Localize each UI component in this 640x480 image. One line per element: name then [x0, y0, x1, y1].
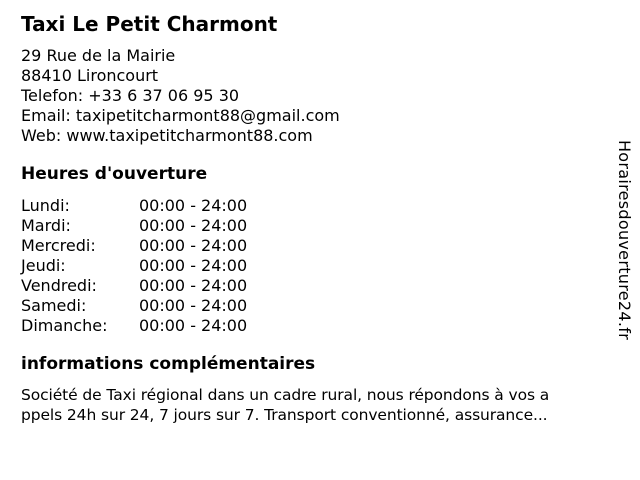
email-line: [21, 106, 619, 126]
address-street: 29 Rue de la Mairie: [21, 46, 176, 65]
contact-block: [21, 46, 619, 146]
page-title: Taxi Le Petit Charmont: [21, 12, 278, 36]
hours-row-thursday: [21, 256, 619, 276]
day-label: Samedi:: [21, 296, 87, 315]
day-hours: 00:00 - 24:00: [139, 196, 248, 215]
hours-row-sunday: [21, 316, 619, 336]
day-label: Mercredi:: [21, 236, 96, 255]
phone-line: [21, 86, 619, 106]
web-line: [21, 126, 619, 146]
day-hours: 00:00 - 24:00: [139, 316, 248, 335]
day-hours: 00:00 - 24:00: [139, 256, 248, 275]
day-label: Mardi:: [21, 216, 71, 235]
email-address[interactable]: taxipetitcharmont88@gmail.com: [75, 106, 340, 125]
day-label: Jeudi:: [21, 256, 66, 275]
site-watermark: Horairesdouverture24.fr: [615, 139, 634, 341]
hours-row-monday: [21, 196, 619, 216]
hours-row-wednesday: [21, 236, 619, 256]
phone-label: Telefon:: [21, 86, 84, 105]
email-label: Email:: [21, 106, 71, 125]
additional-info-line: ppels 24h sur 24, 7 jours sur 7. Transport conventionné, assurance...: [21, 406, 548, 424]
day-label: Vendredi:: [21, 276, 97, 295]
day-label: Lundi:: [21, 196, 70, 215]
phone-number: +33 6 37 06 95 30: [88, 86, 240, 105]
hours-row-saturday: [21, 296, 619, 316]
hours-row-friday: [21, 276, 619, 296]
address-city: 88410 Lironcourt: [21, 66, 159, 85]
additional-info-line: Société de Taxi régional dans un cadre rural, nous répondons à vos a: [21, 386, 550, 404]
web-address[interactable]: www.taxipetitcharmont88.com: [66, 126, 313, 145]
web-label: Web:: [21, 126, 62, 145]
opening-hours-table: [21, 196, 619, 336]
additional-info-heading: informations complémentaires: [21, 354, 316, 374]
day-hours: 00:00 - 24:00: [139, 236, 248, 255]
day-hours: 00:00 - 24:00: [139, 296, 248, 315]
additional-info-text: [21, 385, 619, 425]
day-hours: 00:00 - 24:00: [139, 276, 248, 295]
day-label: Dimanche:: [21, 316, 108, 335]
hours-row-tuesday: [21, 216, 619, 236]
day-hours: 00:00 - 24:00: [139, 216, 248, 235]
opening-hours-heading: Heures d'ouverture: [21, 164, 208, 184]
